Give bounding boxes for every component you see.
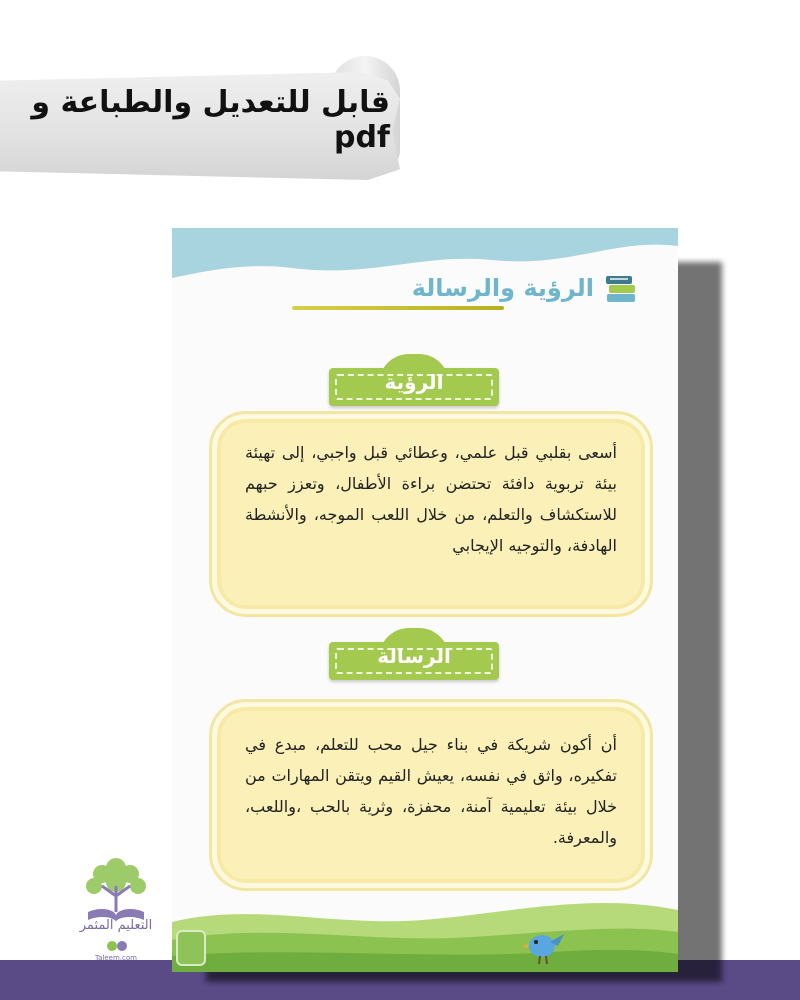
logo-dots bbox=[102, 940, 132, 952]
battery-icon bbox=[176, 930, 206, 966]
logo-site: Taleem.com bbox=[95, 954, 137, 962]
mission-label-text: الرسالة bbox=[377, 644, 451, 668]
document-page bbox=[172, 228, 678, 972]
banner-text: قابل للتعديل والطباعة و pdf bbox=[31, 85, 390, 155]
vision-label-text: الرؤية bbox=[384, 370, 444, 394]
vision-label bbox=[329, 354, 499, 406]
tree-icon bbox=[66, 850, 166, 970]
mission-text-box bbox=[212, 702, 650, 888]
mission-text: أن أكون شريكة في بناء جيل محب للتعلم، مبدع في تفكيره، واثق في نفسه، يعيش القيم ويتقن المهارات من خلال بيئة تعليمية آمنة، محفزة، وثرية بالحب ،واللعب، والمعرفة. bbox=[245, 735, 617, 847]
page-title-row bbox=[412, 268, 638, 308]
page-title: الرؤية والرسالة bbox=[411, 274, 594, 302]
vision-text: أسعى بقلبي قبل علمي، وعطائي قبل واجبي، إلى تهيئة بيئة تربوية دافئة تحتضن براءة الأطفال، وتعزز حبهم للاستكشاف والتعلم، من خلال اللعب الموجه، والأنشطة الهادفة، والتوجيه الإيجابي bbox=[245, 443, 617, 555]
title-underline bbox=[292, 306, 504, 310]
logo-name: التعليم المثمر bbox=[79, 918, 153, 933]
books-icon bbox=[604, 272, 638, 304]
vision-text-box bbox=[212, 414, 650, 614]
mission-label bbox=[329, 628, 499, 680]
bird-icon bbox=[520, 926, 570, 966]
grass-hills-decoration bbox=[172, 882, 678, 972]
